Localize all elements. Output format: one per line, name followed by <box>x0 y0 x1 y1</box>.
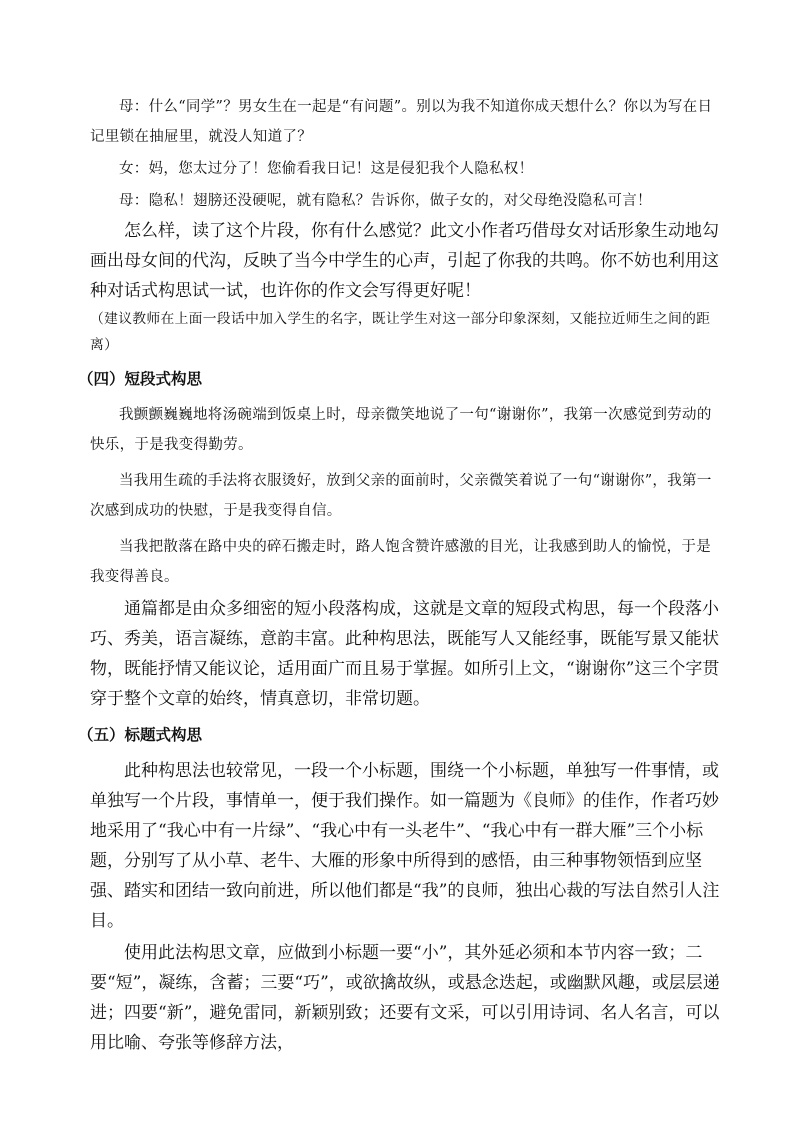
section-heading-4: （四）短段式构思 <box>78 370 203 388</box>
comment-short-paragraph: 通篇都是由众多细密的短小段落构成，这就是文章的短段式构思，每一个段落小巧、秀美，语言凝练，意韵丰富。此种构思法，既能写人又能经事，既能写景又能状物，既能抒情又能议论，适用面广而且易于掌握。如所引上文，“谢谢你”这三个字贯穿于整个文章的始终，情真意切，非常切题。 <box>90 599 720 709</box>
example-paragraph-3: 当我把散落在路中央的碎石搬走时，路人饱含赞许感激的目光，让我感到助人的愉悦，于是我变得善良。 <box>90 539 711 585</box>
teacher-note: （建议教师在上面一段话中加入学生的名字，既让学生对这一部分印象深刻，又能拉近师生之间的距离） <box>90 311 711 353</box>
example-paragraph-2: 当我用生疏的手法将衣服烫好，放到父亲的面前时，父亲微笑着说了一句“谢谢你”，我第一次感到成功的快慰，于是我变得自信。 <box>90 473 712 519</box>
dialogue-mother-2: 母：隐私！翅膀还没硬呢，就有隐私？告诉你，做子女的，对父母绝没隐私可言！ <box>119 193 652 209</box>
document-page <box>78 92 724 1058</box>
section-heading-5: （五）标题式构思 <box>78 726 203 744</box>
comment-dialogue: 怎么样，读了这个片段，你有什么感觉？此文小作者巧借母女对话形象生动地勾画出母女间的代沟，反映了当今中学生的心声，引起了你我的共鸣。你不妨也利用这种对话式构思试一试，也许你的作文会写得更好呢！ <box>90 221 719 301</box>
dialogue-daughter: 女：妈，您太过分了！您偷看我日记！这是侵犯我个人隐私权！ <box>119 161 534 177</box>
dialogue-mother-1: 母：什么“同学”？男女生在一起是“有问题”。别以为我不知道你成天想什么？你以为写在日记里锁在抽屉里，就没人知道了？ <box>90 99 713 145</box>
comment-title-usage: 使用此法构思文章，应做到小标题一要“小”，其外延必须和本节内容一致；二要“短”，凝练，含蓄；三要“巧”，或欲擒故纵，或悬念迭起，或幽默风趣，或层层递进；四要“新”，避免雷同，新颖别致；还要有文采，可以引用诗词、名人名言，可以用比喻、夸张等修辞方法， <box>90 943 720 1053</box>
example-paragraph-1: 我颤颤巍巍地将汤碗端到饭桌上时，母亲微笑地说了一句“谢谢你”，我第一次感觉到劳动的快乐，于是我变得勤劳。 <box>90 407 712 453</box>
comment-title-structure: 此种构思法也较常见，一段一个小标题，围绕一个小标题，单独写一件事情，或单独写一个片段，事情单一，便于我们操作。如一篇题为《良师》的佳作，作者巧妙地采用了“我心中有一片绿”、“我心中有一头老牛”、“我心中有一群大雁”三个小标题，分别写了从小草、老牛、大雁的形象中所得到的感悟，由三种事物领悟到应坚强、踏实和团结一致向前进，所以他们都是“我”的良师，独出心裁的写法自然引人注目。 <box>90 761 720 931</box>
